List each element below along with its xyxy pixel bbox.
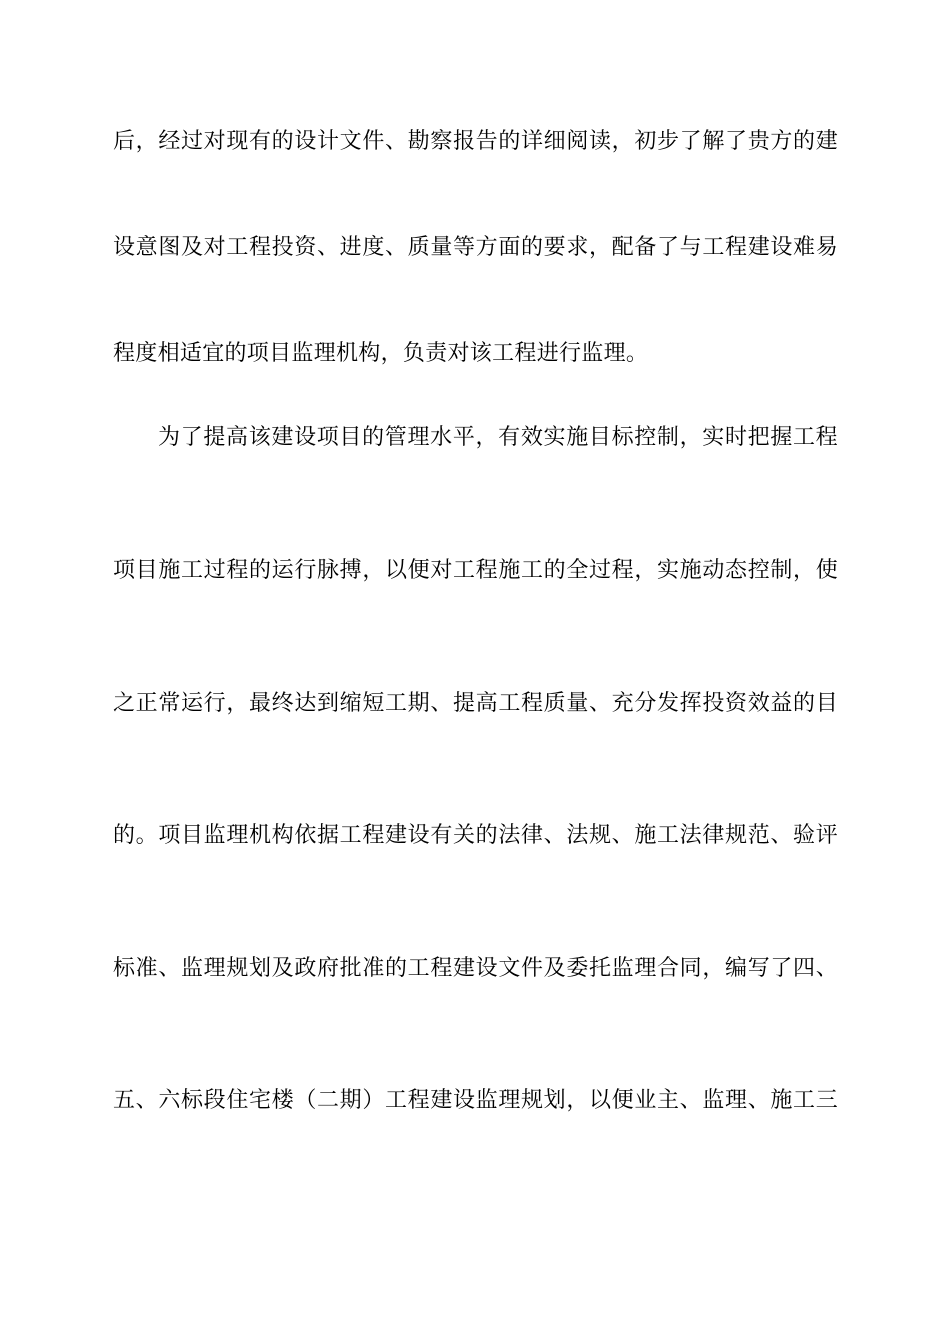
- paragraph-line-4: 为了提高该建设项目的管理水平，有效实施目标控制，实时把握工程: [158, 425, 838, 450]
- paragraph-line-3: 程度相适宜的项目监理机构，负责对该工程进行监理。: [113, 341, 649, 366]
- paragraph-line-7: 的。项目监理机构依据工程建设有关的法律、法规、施工法律规范、验评: [113, 823, 838, 848]
- paragraph-line-8: 标准、监理规划及政府批准的工程建设文件及委托监理合同，编写了四、: [113, 956, 838, 981]
- paragraph-line-6: 之正常运行，最终达到缩短工期、提高工程质量、充分发挥投资效益的目: [113, 691, 838, 716]
- paragraph-line-9: 五、六标段住宅楼（二期）工程建设监理规划，以便业主、监理、施工三: [113, 1088, 838, 1113]
- paragraph-line-5: 项目施工过程的运行脉搏，以便对工程施工的全过程，实施动态控制，使: [113, 558, 838, 583]
- paragraph-line-1: 后，经过对现有的设计文件、勘察报告的详细阅读，初步了解了贵方的建: [113, 129, 838, 154]
- paragraph-line-2: 设意图及对工程投资、进度、质量等方面的要求，配备了与工程建设难易: [113, 235, 838, 260]
